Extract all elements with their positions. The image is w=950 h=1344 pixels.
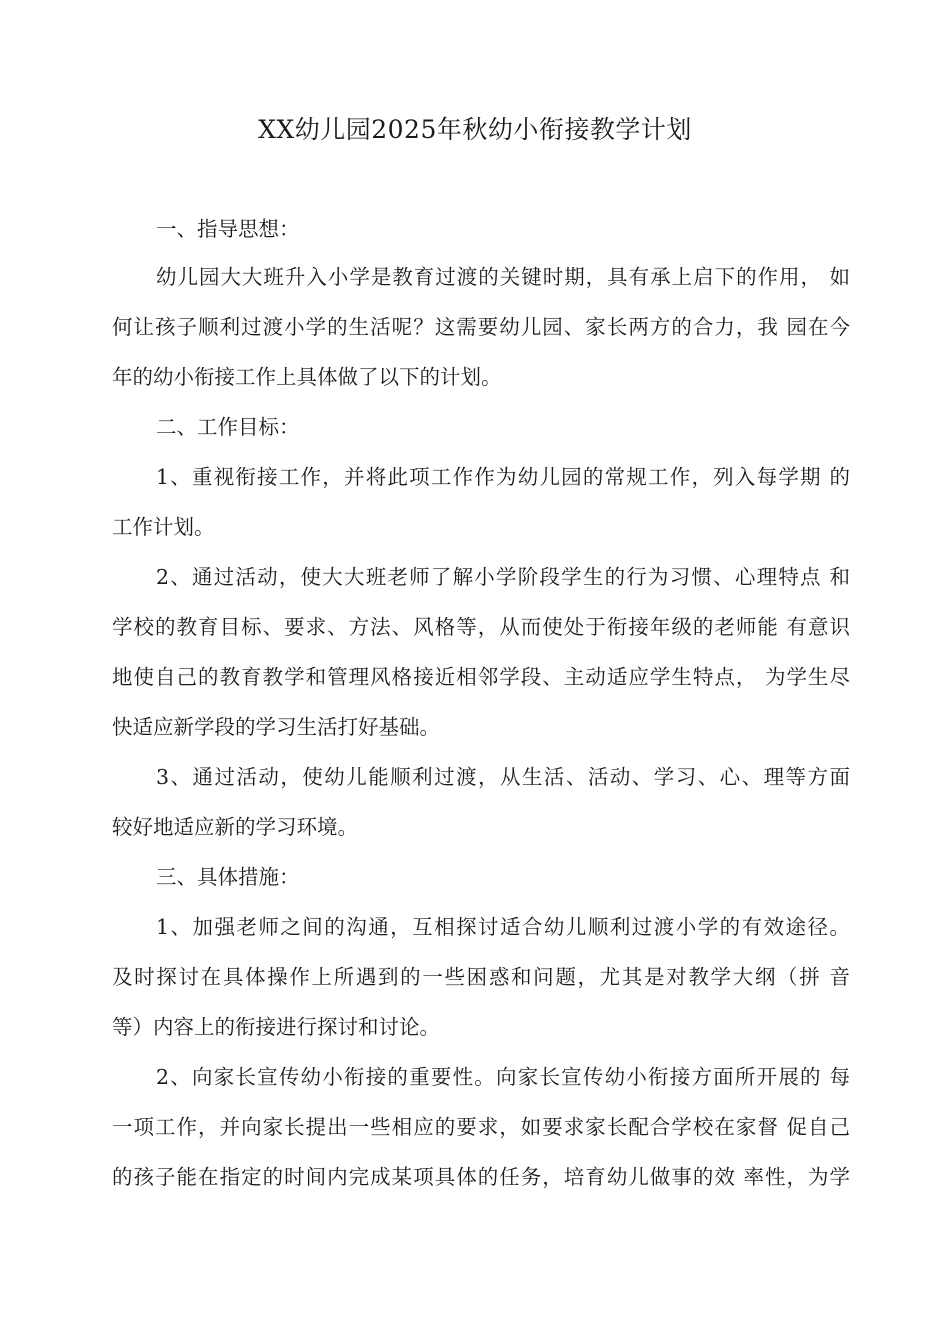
paragraph-line: 1、重视衔接工作，并将此项工作作为幼儿园的常规工作，列入每学期 的 [156, 465, 850, 489]
paragraph-line: 的孩子能在指定的时间内完成某项具体的任务，培育幼儿做事的效 率性，为学 [112, 1165, 850, 1189]
paragraph-line: 快适应新学段的学习生活打好基础。 [112, 715, 440, 739]
paragraph-line: 年的幼小衔接工作上具体做了以下的计划。 [112, 365, 502, 389]
section-heading-work-goals: 二、工作目标： [156, 415, 300, 439]
paragraph-line: 幼儿园大大班升入小学是教育过渡的关键时期，具有承上启下的作用， 如 [156, 265, 850, 289]
section-heading-specific-measures: 三、具体措施： [156, 865, 300, 889]
paragraph-line: 一项工作，并向家长提出一些相应的要求，如要求家长配合学校在家督 促自己 [112, 1115, 850, 1139]
paragraph-line: 地使自己的教育教学和管理风格接近相邻学段、主动适应学生特点， 为学生尽 [112, 665, 850, 689]
paragraph-line: 1、加强老师之间的沟通，互相探讨适合幼儿顺利过渡小学的有效途径。 [156, 915, 850, 939]
section-heading-guiding-thought: 一、指导思想： [156, 217, 300, 241]
paragraph-line: 何让孩子顺利过渡小学的生活呢？这需要幼儿园、家长两方的合力，我 园在今 [112, 315, 850, 339]
paragraph-line: 工作计划。 [112, 515, 215, 539]
paragraph-line: 较好地适应新的学习环境。 [112, 815, 358, 839]
paragraph-line: 2、向家长宣传幼小衔接的重要性。向家长宣传幼小衔接方面所开展的 每 [156, 1065, 850, 1089]
document-title: XX幼儿园2025年秋幼小衔接教学计划 [258, 115, 692, 144]
paragraph-line: 及时探讨在具体操作上所遇到的一些困惑和问题，尤其是对教学大纲（拼 音 [112, 965, 850, 989]
paragraph-line: 学校的教育目标、要求、方法、风格等，从而使处于衔接年级的老师能 有意识 [112, 615, 850, 639]
paragraph-line: 等）内容上的衔接进行探讨和讨论。 [112, 1015, 440, 1039]
paragraph-line: 2、通过活动，使大大班老师了解小学阶段学生的行为习惯、心理特点 和 [156, 565, 850, 589]
paragraph-line: 3、通过活动，使幼儿能顺利过渡，从生活、活动、学习、心、理等方面 [156, 765, 850, 789]
